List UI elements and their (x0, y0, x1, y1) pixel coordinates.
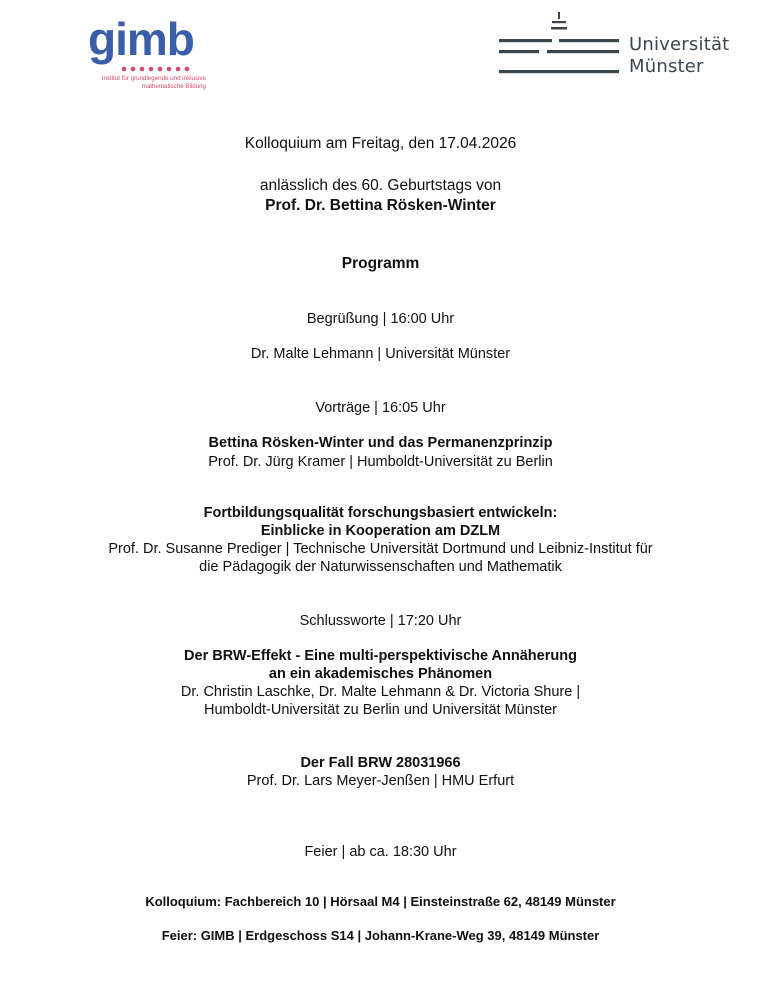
talk3-title-line1: Der BRW-Effekt - Eine multi-perspektivische Annäherung (184, 648, 577, 664)
kolloquium-date: Kolloquium am Freitag, den 17.04.2026 (244, 135, 517, 152)
greeting-speaker: Dr. Malte Lehmann | Universität Münster (250, 346, 511, 362)
university-name-line2: Münster (629, 56, 704, 77)
honoree-name: Prof. Dr. Bettina Rösken-Winter (265, 197, 496, 214)
location-kolloquium: Kolloquium: Fachbereich 10 | Hörsaal M4 | Einsteinstraße 62, 48149 Münster (145, 894, 616, 909)
talk2-title-line1: Fortbildungsqualität forschungsbasiert entwickeln: (203, 505, 558, 521)
talk1-title: Bettina Rösken-Winter und das Permanenzprinzip (208, 435, 553, 451)
talk3-title-line2: an ein akademisches Phänomen (268, 666, 493, 682)
gimb-wordmark: gimb (88, 13, 194, 65)
gimb-subtitle (88, 75, 206, 90)
closing-heading: Schlussworte | 17:20 Uhr (299, 613, 462, 629)
talk3-speaker-line2: Humboldt-Universität zu Berlin und Universität Münster (204, 702, 557, 718)
location-feier: Feier: GIMB | Erdgeschoss S14 | Johann-Krane-Weg 39, 48149 Münster (161, 928, 600, 943)
talk2-title-line2: Einblicke in Kooperation am DZLM (260, 523, 501, 539)
talk1-speaker: Prof. Dr. Jürg Kramer | Humboldt-Universität zu Berlin (208, 454, 553, 470)
gimb-logo (88, 13, 208, 94)
talk2-speaker-line2: die Pädagogik der Naturwissenschaften und Mathematik (199, 559, 562, 575)
university-name-line1: Universität (629, 34, 730, 55)
university-name (629, 34, 729, 78)
talk3-speaker-line1: Dr. Christin Laschke, Dr. Malte Lehmann & Dr. Victoria Shure | (180, 684, 581, 700)
university-emblem-icon (497, 10, 622, 80)
gimb-subtitle-line2: mathematische Bildung (141, 82, 206, 90)
celebration-heading: Feier | ab ca. 18:30 Uhr (304, 844, 457, 860)
program-title: Programm (341, 255, 420, 272)
university-logo (497, 10, 737, 80)
occasion-text: anlässlich des 60. Geburtstags von (259, 177, 502, 194)
gimb-dots-decoration (121, 66, 201, 72)
talk2-speaker-line1: Prof. Dr. Susanne Prediger | Technische Universität Dortmund und Leibniz-Institut für (108, 541, 653, 557)
talk4-title: Der Fall BRW 28031966 (300, 755, 461, 771)
talks-heading: Vorträge | 16:05 Uhr (315, 400, 446, 416)
greeting-heading: Begrüßung | 16:00 Uhr (306, 311, 455, 327)
gimb-subtitle-line1: Institut für grundlegende und inklusive (101, 75, 206, 82)
talk4-speaker: Prof. Dr. Lars Meyer-Jenßen | HMU Erfurt (246, 773, 515, 789)
